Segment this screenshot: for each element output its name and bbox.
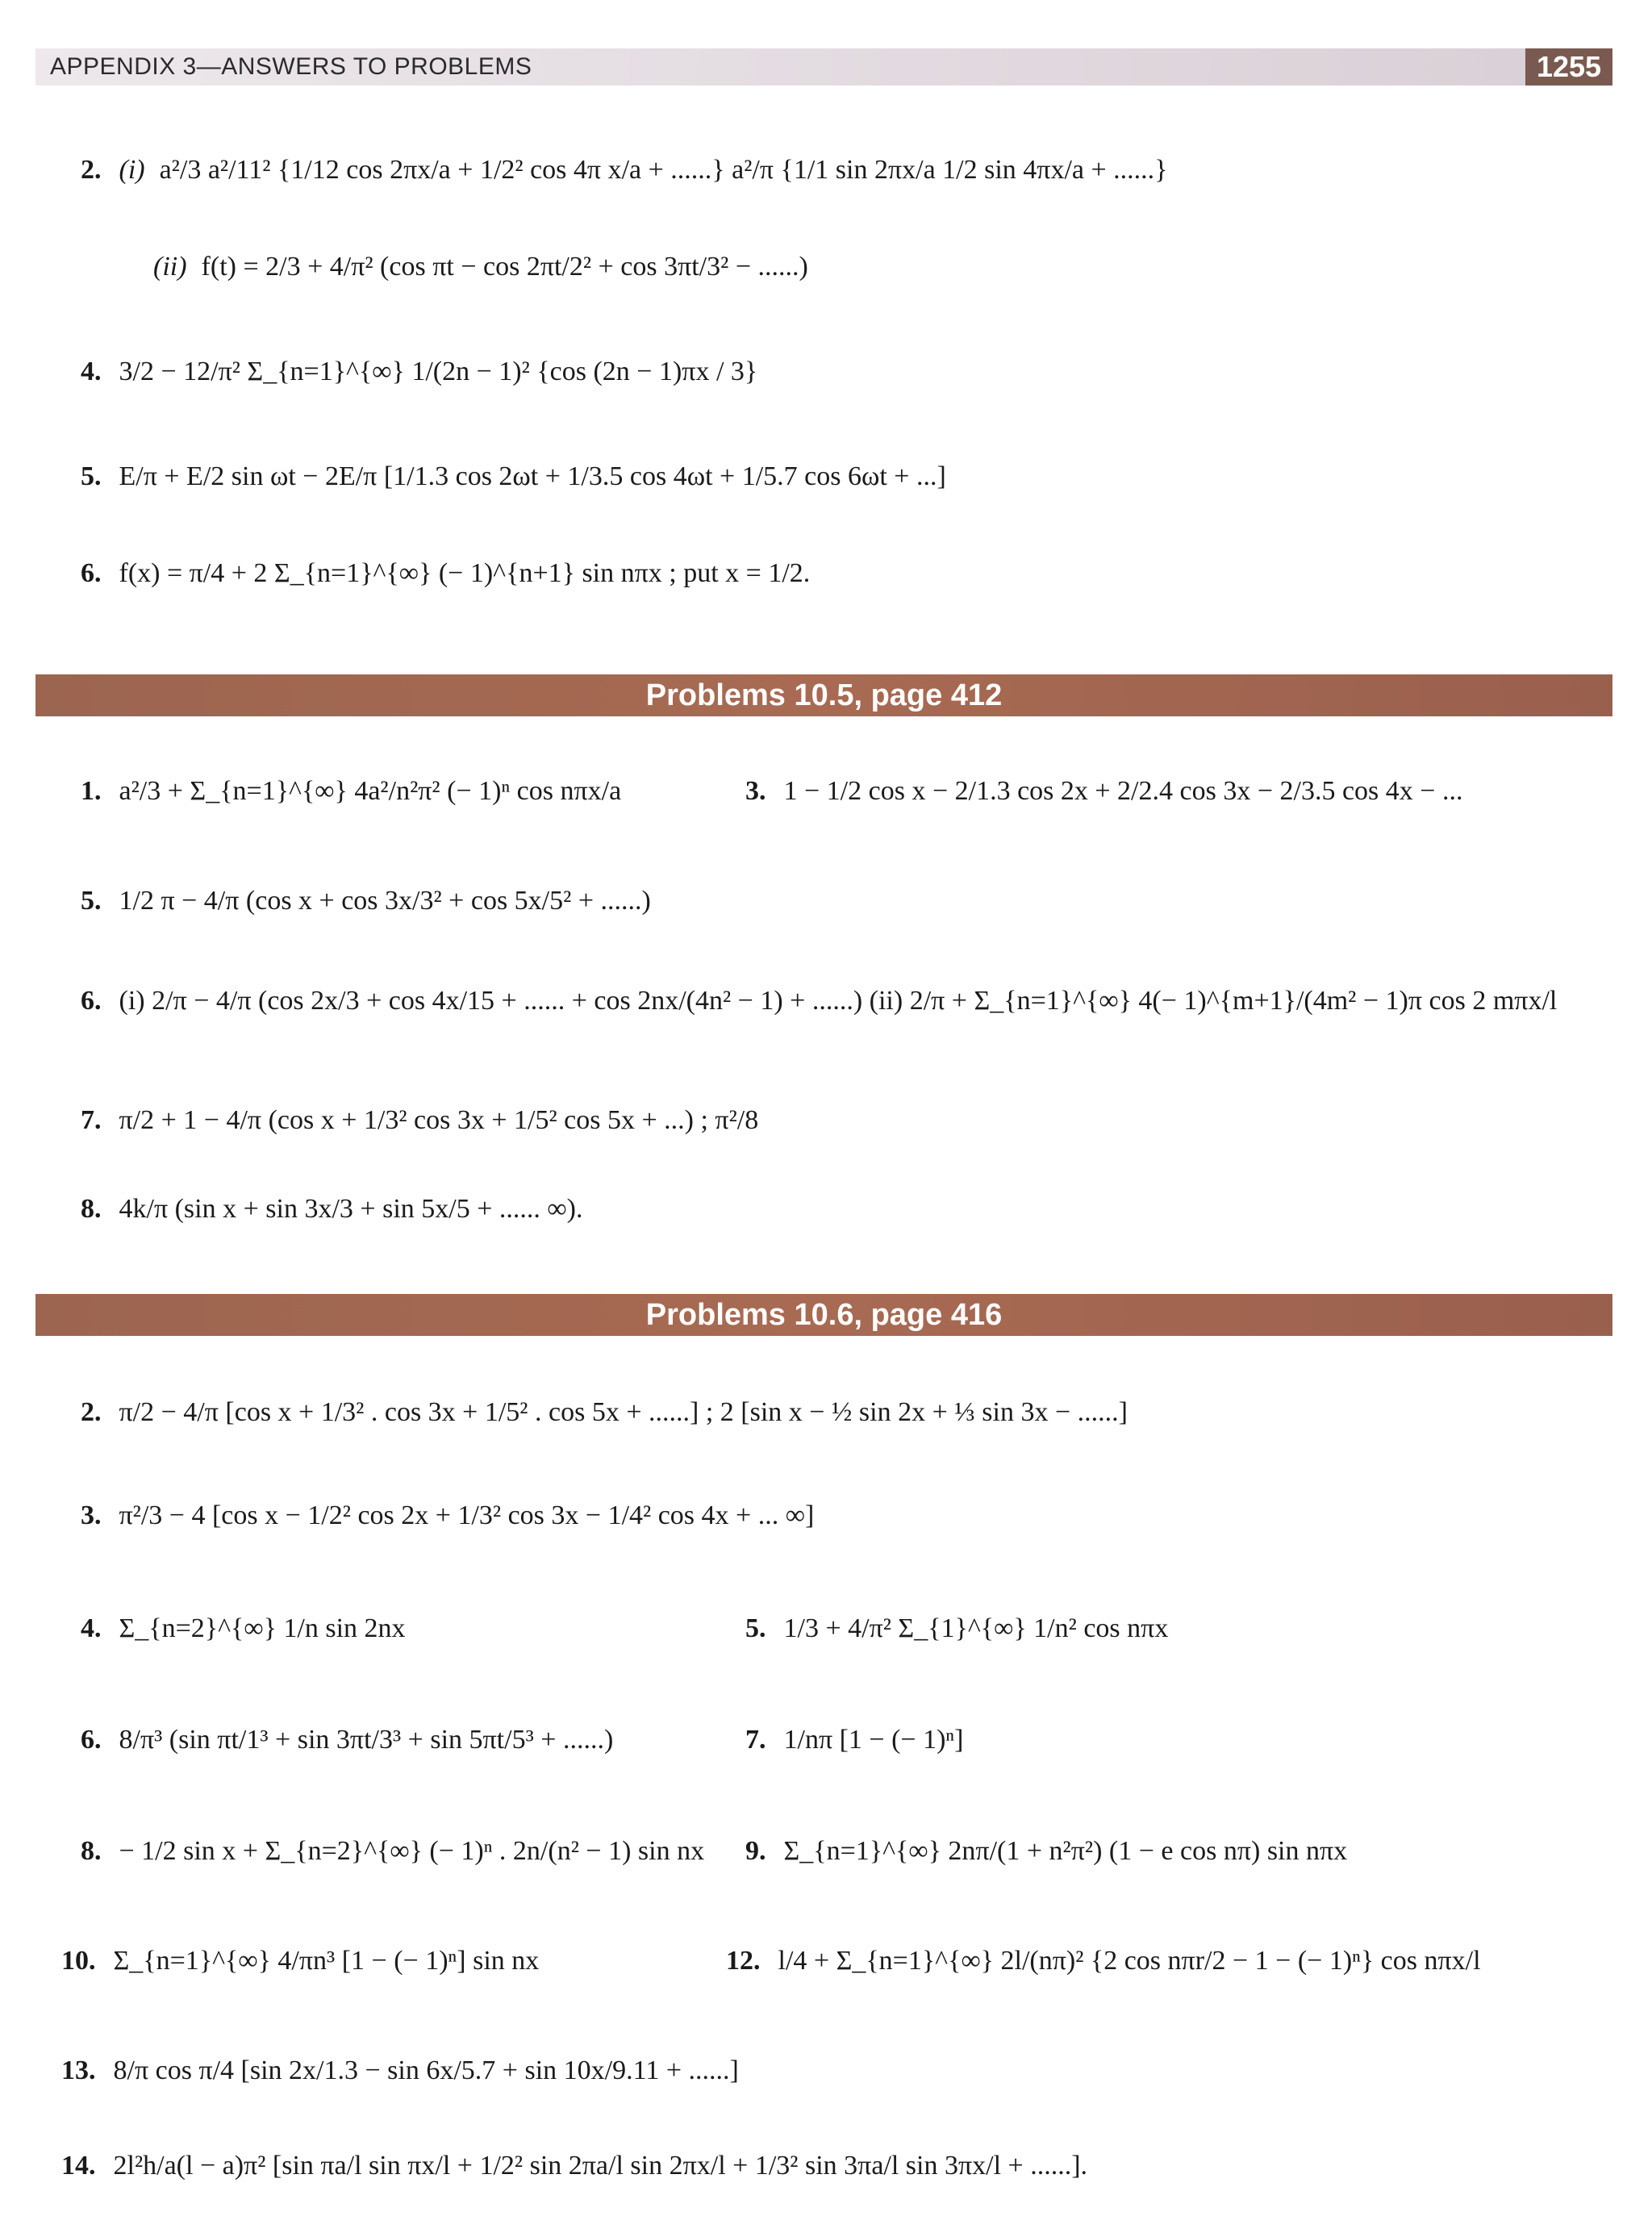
answer-6 bbox=[81, 984, 1557, 1018]
answer-number: 7. bbox=[745, 1725, 766, 1755]
answer-number: 6. bbox=[81, 1725, 102, 1755]
answer-expression: Σ_{n=1}^{∞} 2nπ/(1 + n²π²) (1 − e cos nπ) sin nπx bbox=[783, 1836, 1348, 1866]
answer-3 bbox=[745, 774, 1462, 808]
answer-expression: E/π + E/2 sin ωt − 2E/π [1/1.3 cos 2ωt + 1/3.5 cos 4ωt + 1/5.7 cos 6ωt + ...] bbox=[119, 461, 946, 491]
answer-expression: 4k/π (sin x + sin 3x/3 + sin 5x/5 + ...... ∞). bbox=[119, 1194, 583, 1224]
answer-2 bbox=[81, 1396, 1128, 1429]
answer-expression: a²/3 a²/11² {1/12 cos 2πx/a + 1/2² cos 4π x/a + ......} a²/π {1/1 sin 2πx/a 1/2 sin 4πx/a + ......} bbox=[159, 155, 1168, 185]
answer-6 bbox=[81, 1723, 613, 1757]
answer-expression: π/2 − 4/π [cos x + 1/3² . cos 3x + 1/5² . cos 5x + ......] ; 2 [sin x − ½ sin 2x + ⅓ sin 3x − ......] bbox=[119, 1397, 1128, 1427]
answer-expression: a²/3 + Σ_{n=1}^{∞} 4a²/n²π² (− 1)ⁿ cos nπx/a bbox=[119, 776, 622, 806]
answer-number: 6. bbox=[81, 986, 102, 1016]
answer-number: 3. bbox=[745, 776, 766, 806]
answer-3 bbox=[81, 1499, 814, 1533]
section-banner-10-6: Problems 10.6, page 416 bbox=[35, 1294, 1612, 1336]
answer-number: 6. bbox=[81, 558, 102, 588]
answer-expression: 3/2 − 12/π² Σ_{n=1}^{∞} 1/(2n − 1)² {cos (2n − 1)πx / 3} bbox=[119, 357, 758, 386]
answer-number: 1. bbox=[81, 776, 102, 806]
answer-expression: 8/π³ (sin πt/1³ + sin 3πt/3³ + sin 5πt/5³ + ......) bbox=[119, 1725, 614, 1755]
answer-2-ii bbox=[136, 250, 808, 284]
answer-number: 4. bbox=[81, 357, 102, 386]
answer-number: 14. bbox=[61, 2151, 96, 2181]
answer-number: 3. bbox=[81, 1500, 102, 1530]
answer-8 bbox=[81, 1834, 704, 1868]
answer-5 bbox=[81, 884, 651, 918]
answer-number: 2. bbox=[81, 1397, 102, 1427]
answer-5 bbox=[81, 460, 946, 494]
section-banner-10-5: Problems 10.5, page 412 bbox=[35, 674, 1612, 716]
answer-expression: 1/3 + 4/π² Σ_{1}^{∞} 1/n² cos nπx bbox=[783, 1613, 1169, 1643]
answer-expression: π²/3 − 4 [cos x − 1/2² cos 2x + 1/3² cos 3x − 1/4² cos 4x + ... ∞] bbox=[119, 1500, 815, 1530]
answer-10 bbox=[61, 1944, 539, 1978]
page-number: 1255 bbox=[1525, 48, 1612, 86]
answer-number: 7. bbox=[81, 1105, 102, 1135]
answer-4 bbox=[81, 355, 757, 389]
answer-number: 5. bbox=[745, 1613, 766, 1643]
answer-number: 5. bbox=[81, 886, 102, 916]
answer-1 bbox=[81, 774, 621, 808]
header-title: APPENDIX 3—ANSWERS TO PROBLEMS bbox=[50, 53, 532, 80]
answer-number: 4. bbox=[81, 1613, 102, 1643]
answer-7 bbox=[81, 1104, 758, 1137]
answer-expression: π/2 + 1 − 4/π (cos x + 1/3² cos 3x + 1/5² cos 5x + ...) ; π²/8 bbox=[119, 1105, 759, 1135]
answer-expression: − 1/2 sin x + Σ_{n=2}^{∞} (− 1)ⁿ . 2n/(n² − 1) sin nx bbox=[119, 1836, 705, 1866]
answer-number: 12. bbox=[726, 1946, 761, 1976]
answer-expression: 1/2 π − 4/π (cos x + cos 3x/3² + cos 5x/5² + ......) bbox=[119, 886, 651, 916]
answer-expression: Σ_{n=2}^{∞} 1/n sin 2nx bbox=[119, 1613, 406, 1643]
answer-2-i bbox=[81, 153, 1167, 187]
answer-4 bbox=[81, 1612, 406, 1646]
answer-expression: Σ_{n=1}^{∞} 4/πn³ [1 − (− 1)ⁿ] sin nx bbox=[113, 1946, 540, 1976]
answer-number: 8. bbox=[81, 1194, 102, 1224]
answer-13 bbox=[61, 2054, 739, 2088]
answer-12 bbox=[726, 1944, 1481, 1978]
answer-number: 5. bbox=[81, 461, 102, 491]
answer-number: 9. bbox=[745, 1836, 766, 1866]
answer-expression: 8/π cos π/4 [sin 2x/1.3 − sin 6x/5.7 + sin 10x/9.11 + ......] bbox=[113, 2055, 739, 2085]
answer-expression: 2l²h/a(l − a)π² [sin πa/l sin πx/l + 1/2² sin 2πa/l sin 2πx/l + 1/3² sin 3πa/l sin 3πx/l + ......]. bbox=[113, 2151, 1088, 2181]
answer-expression: l/4 + Σ_{n=1}^{∞} 2l/(nπ)² {2 cos nπr/2 − 1 − (− 1)ⁿ} cos nπx/l bbox=[778, 1946, 1481, 1976]
page-header bbox=[35, 48, 1612, 86]
answer-number: 13. bbox=[61, 2055, 96, 2085]
answer-number: 8. bbox=[81, 1836, 102, 1866]
answer-expression: f(x) = π/4 + 2 Σ_{n=1}^{∞} (− 1)^{n+1} sin nπx ; put x = 1/2. bbox=[119, 558, 811, 588]
answer-number: 10. bbox=[61, 1946, 96, 1976]
answer-expression: 1 − 1/2 cos x − 2/1.3 cos 2x + 2/2.4 cos 3x − 2/3.5 cos 4x − ... bbox=[783, 776, 1463, 806]
answer-expression: (i) 2/π − 4/π (cos 2x/3 + cos 4x/15 + ...... + cos 2nx/(4n² − 1) + ......) (ii) 2/π + Σ_{n=1}^{∞} 4(− 1)^{m+1}/(4m² − 1)π cos 2 mπx/l bbox=[119, 986, 1558, 1016]
answer-6 bbox=[81, 557, 810, 591]
answer-expression: f(t) = 2/3 + 4/π² (cos πt − cos 2πt/2² + cos 3πt/3² − ......) bbox=[201, 252, 808, 282]
answer-subpart: (ii) bbox=[153, 252, 187, 282]
answer-9 bbox=[745, 1834, 1347, 1868]
answer-7 bbox=[745, 1723, 963, 1757]
answer-subpart: (i) bbox=[119, 155, 145, 185]
answer-14 bbox=[61, 2149, 1087, 2183]
answer-5 bbox=[745, 1612, 1168, 1646]
answer-8 bbox=[81, 1192, 582, 1226]
answer-expression: 1/nπ [1 − (− 1)ⁿ] bbox=[783, 1725, 964, 1755]
answer-number: 2. bbox=[81, 155, 102, 185]
